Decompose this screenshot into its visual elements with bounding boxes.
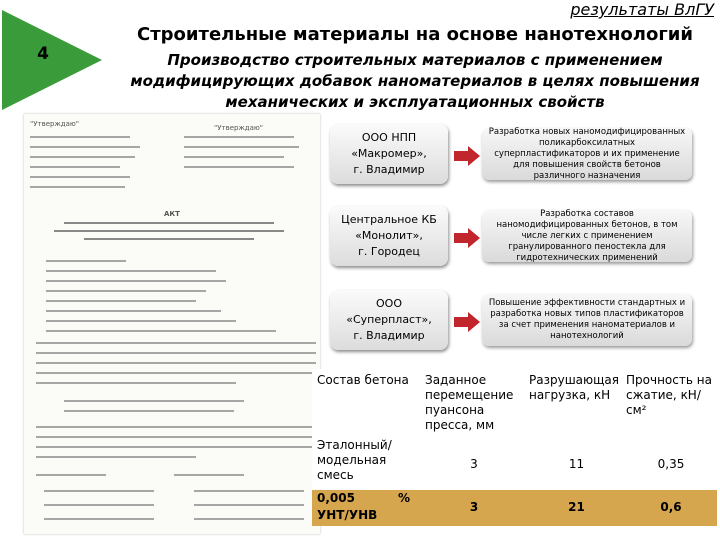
org-description-text: Повышение эффективности стандартных и разработка новых типов пластификаторов за счет применения наноматериалов и нанотехнологий: [488, 298, 686, 341]
page-title: Строительные материалы на основе нанотехнологий: [137, 24, 693, 45]
table-cell-composition-value: 0,005: [317, 491, 355, 505]
org-box-monolit: [330, 206, 448, 266]
table-cell-composition-name: УНТ/УНВ: [317, 508, 378, 522]
org-description-monolit: [482, 210, 692, 262]
slide-number: 4: [37, 44, 49, 64]
table-header-composition: Состав бетона: [317, 373, 409, 387]
doc-approval-right: "Утверждаю": [214, 124, 263, 132]
org-box-superplast: [330, 290, 448, 350]
org-description-text: Разработка составов наномодифицированных бетонов, в том числе легких с применением гранулированного пеностекла для гидротехнических применений: [496, 208, 678, 263]
doc-act-title: АКТ: [164, 210, 180, 218]
table-cell-strength: 0,6: [660, 500, 682, 514]
org-box-makromer: [330, 124, 448, 184]
scanned-document: [24, 114, 320, 534]
org-name: ООО «Суперпласт», г. Владимир: [346, 297, 432, 342]
results-table: [312, 369, 717, 529]
table-cell-displacement: 3: [469, 500, 479, 514]
table-cell-load: 21: [568, 500, 585, 514]
table-header-load: Разрушающая нагрузка, кН: [529, 373, 619, 402]
page-subtitle: Производство строительных материалов с применением модифицирующих добавок наноматериалов в целях повышения механических и эксплуатационных свойств: [130, 51, 700, 111]
table-cell-load: 11: [568, 457, 585, 471]
table-cell-composition-unit: %: [398, 491, 411, 505]
arrow-right-icon: [454, 146, 480, 166]
table-cell-displacement: 3: [470, 457, 478, 471]
org-description-text: Разработка новых наномодифицированных поликарбоксилатных суперпластификаторов и их применение для повышения свойств бетонов различного назначения: [488, 126, 686, 181]
table-cell-strength: 0,35: [657, 457, 685, 471]
table-cell-composition: Эталонный/ модельная смесь: [317, 438, 392, 482]
table-header-displacement: Заданное перемещение пуансона пресса, мм: [425, 373, 514, 432]
org-description-superplast: [482, 294, 692, 346]
table-header-strength: Прочность на сжатие, кН/см²: [626, 373, 712, 417]
org-description-makromer: [482, 128, 692, 180]
vlgu-results-link[interactable]: результаты ВлГУ: [570, 0, 714, 19]
doc-approval-left: "Утверждаю": [30, 120, 79, 128]
arrow-right-icon: [454, 312, 480, 332]
org-name: ООО НПП «Макромер», г. Владимир: [351, 131, 427, 176]
org-name: Центральное КБ «Монолит», г. Городец: [341, 213, 437, 258]
arrow-right-icon: [454, 228, 480, 248]
